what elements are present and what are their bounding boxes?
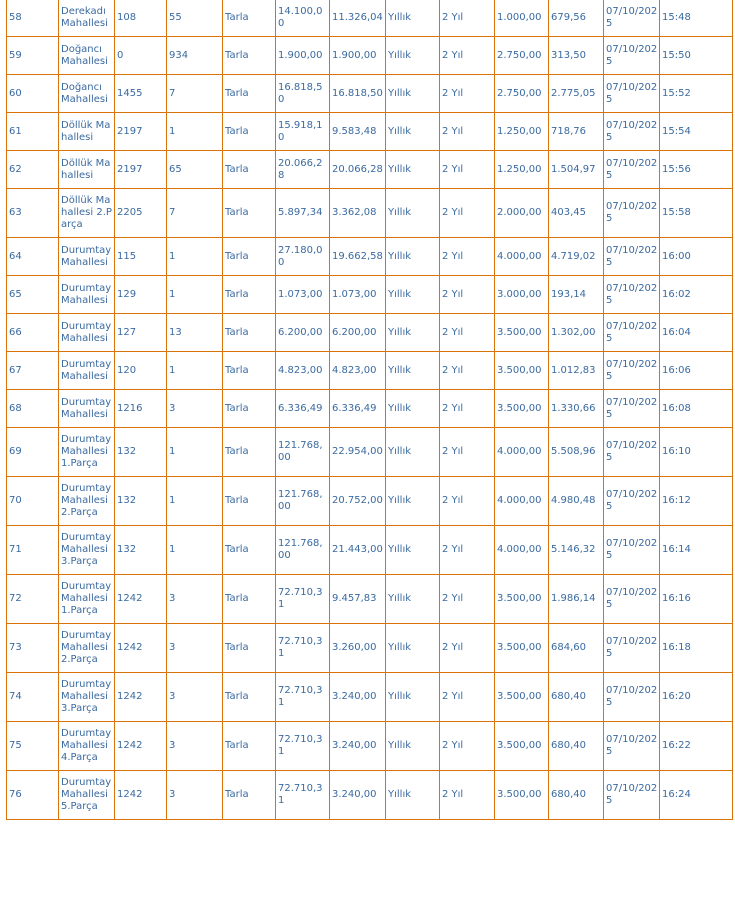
auction-date-cell: 07/10/2025 <box>604 352 660 390</box>
parcel-number-cell: 13 <box>167 314 223 352</box>
lease-duration-cell: 2 Yıl <box>440 37 495 75</box>
lease-duration-cell: 2 Yıl <box>440 477 495 526</box>
row-number-cell: 70 <box>7 477 59 526</box>
leased-area-cell: 21.443,00 <box>330 526 386 575</box>
auction-date-cell: 07/10/2025 <box>604 113 660 151</box>
leased-area-cell: 22.954,00 <box>330 428 386 477</box>
row-number-cell: 71 <box>7 526 59 575</box>
row-number-cell: 65 <box>7 276 59 314</box>
total-area-cell: 27.180,00 <box>276 238 330 276</box>
unit-price-cell: 4.000,00 <box>495 238 549 276</box>
land-type-cell: Tarla <box>223 75 276 113</box>
auction-date-cell: 07/10/2025 <box>604 722 660 771</box>
parcel-number-cell: 3 <box>167 575 223 624</box>
block-number-cell: 2205 <box>115 189 167 238</box>
land-lease-table-container <box>6 0 733 820</box>
price-cell: 2.775,05 <box>549 75 604 113</box>
lease-duration-cell: 2 Yıl <box>440 673 495 722</box>
lease-duration-cell: 2 Yıl <box>440 771 495 820</box>
leased-area-cell: 3.240,00 <box>330 673 386 722</box>
row-number-cell: 68 <box>7 390 59 428</box>
leased-area-cell: 9.457,83 <box>330 575 386 624</box>
block-number-cell: 132 <box>115 428 167 477</box>
price-cell: 193,14 <box>549 276 604 314</box>
row-number-cell: 61 <box>7 113 59 151</box>
total-area-cell: 72.710,31 <box>276 722 330 771</box>
price-cell: 680,40 <box>549 722 604 771</box>
price-cell: 403,45 <box>549 189 604 238</box>
payment-period-cell: Yıllık <box>386 238 440 276</box>
neighborhood-cell: Derekadı Mahallesi <box>59 0 115 37</box>
parcel-number-cell: 1 <box>167 113 223 151</box>
land-type-cell: Tarla <box>223 113 276 151</box>
auction-time-cell: 15:52 <box>660 75 733 113</box>
price-cell: 679,56 <box>549 0 604 37</box>
unit-price-cell: 1.250,00 <box>495 151 549 189</box>
neighborhood-cell: Döllük Mahallesi <box>59 151 115 189</box>
neighborhood-cell: Durumtay Mahallesi 3.Parça <box>59 526 115 575</box>
unit-price-cell: 2.000,00 <box>495 189 549 238</box>
leased-area-cell: 11.326,04 <box>330 0 386 37</box>
lease-duration-cell: 2 Yıl <box>440 238 495 276</box>
auction-date-cell: 07/10/2025 <box>604 477 660 526</box>
table-row <box>7 0 733 37</box>
unit-price-cell: 4.000,00 <box>495 477 549 526</box>
parcel-number-cell: 1 <box>167 238 223 276</box>
total-area-cell: 121.768,00 <box>276 477 330 526</box>
table-row <box>7 113 733 151</box>
leased-area-cell: 9.583,48 <box>330 113 386 151</box>
table-row <box>7 37 733 75</box>
auction-time-cell: 16:04 <box>660 314 733 352</box>
auction-date-cell: 07/10/2025 <box>604 238 660 276</box>
total-area-cell: 1.900,00 <box>276 37 330 75</box>
auction-time-cell: 16:16 <box>660 575 733 624</box>
neighborhood-cell: Durumtay Mahallesi <box>59 352 115 390</box>
parcel-number-cell: 1 <box>167 428 223 477</box>
lease-duration-cell: 2 Yıl <box>440 428 495 477</box>
table-row <box>7 238 733 276</box>
row-number-cell: 67 <box>7 352 59 390</box>
price-cell: 5.508,96 <box>549 428 604 477</box>
payment-period-cell: Yıllık <box>386 189 440 238</box>
lease-duration-cell: 2 Yıl <box>440 113 495 151</box>
unit-price-cell: 3.500,00 <box>495 722 549 771</box>
auction-date-cell: 07/10/2025 <box>604 624 660 673</box>
parcel-number-cell: 1 <box>167 526 223 575</box>
unit-price-cell: 3.500,00 <box>495 673 549 722</box>
lease-duration-cell: 2 Yıl <box>440 526 495 575</box>
parcel-number-cell: 3 <box>167 673 223 722</box>
lease-duration-cell: 2 Yıl <box>440 722 495 771</box>
price-cell: 4.719,02 <box>549 238 604 276</box>
auction-time-cell: 16:22 <box>660 722 733 771</box>
price-cell: 1.012,83 <box>549 352 604 390</box>
parcel-number-cell: 1 <box>167 352 223 390</box>
total-area-cell: 72.710,31 <box>276 575 330 624</box>
table-row <box>7 390 733 428</box>
table-row <box>7 673 733 722</box>
payment-period-cell: Yıllık <box>386 526 440 575</box>
block-number-cell: 120 <box>115 352 167 390</box>
total-area-cell: 5.897,34 <box>276 189 330 238</box>
auction-time-cell: 16:10 <box>660 428 733 477</box>
lease-duration-cell: 2 Yıl <box>440 75 495 113</box>
parcel-number-cell: 7 <box>167 75 223 113</box>
total-area-cell: 1.073,00 <box>276 276 330 314</box>
leased-area-cell: 3.362,08 <box>330 189 386 238</box>
auction-time-cell: 15:56 <box>660 151 733 189</box>
price-cell: 5.146,32 <box>549 526 604 575</box>
price-cell: 1.504,97 <box>549 151 604 189</box>
auction-date-cell: 07/10/2025 <box>604 428 660 477</box>
row-number-cell: 76 <box>7 771 59 820</box>
auction-date-cell: 07/10/2025 <box>604 75 660 113</box>
payment-period-cell: Yıllık <box>386 477 440 526</box>
payment-period-cell: Yıllık <box>386 113 440 151</box>
table-row <box>7 151 733 189</box>
total-area-cell: 16.818,50 <box>276 75 330 113</box>
auction-time-cell: 15:48 <box>660 0 733 37</box>
payment-period-cell: Yıllık <box>386 673 440 722</box>
block-number-cell: 0 <box>115 37 167 75</box>
payment-period-cell: Yıllık <box>386 0 440 37</box>
lease-duration-cell: 2 Yıl <box>440 624 495 673</box>
unit-price-cell: 3.500,00 <box>495 771 549 820</box>
leased-area-cell: 3.240,00 <box>330 722 386 771</box>
block-number-cell: 1242 <box>115 771 167 820</box>
total-area-cell: 6.200,00 <box>276 314 330 352</box>
row-number-cell: 66 <box>7 314 59 352</box>
total-area-cell: 121.768,00 <box>276 526 330 575</box>
total-area-cell: 20.066,28 <box>276 151 330 189</box>
leased-area-cell: 6.336,49 <box>330 390 386 428</box>
table-row <box>7 477 733 526</box>
land-type-cell: Tarla <box>223 189 276 238</box>
total-area-cell: 72.710,31 <box>276 673 330 722</box>
block-number-cell: 108 <box>115 0 167 37</box>
land-type-cell: Tarla <box>223 575 276 624</box>
unit-price-cell: 3.500,00 <box>495 390 549 428</box>
table-row <box>7 75 733 113</box>
row-number-cell: 58 <box>7 0 59 37</box>
land-type-cell: Tarla <box>223 276 276 314</box>
unit-price-cell: 3.500,00 <box>495 575 549 624</box>
row-number-cell: 72 <box>7 575 59 624</box>
block-number-cell: 2197 <box>115 113 167 151</box>
land-lease-table <box>6 0 733 820</box>
unit-price-cell: 4.000,00 <box>495 428 549 477</box>
table-row <box>7 575 733 624</box>
parcel-number-cell: 1 <box>167 477 223 526</box>
unit-price-cell: 3.500,00 <box>495 352 549 390</box>
auction-time-cell: 16:00 <box>660 238 733 276</box>
auction-date-cell: 07/10/2025 <box>604 189 660 238</box>
unit-price-cell: 4.000,00 <box>495 526 549 575</box>
neighborhood-cell: Döllük Mahallesi 2.Parça <box>59 189 115 238</box>
auction-time-cell: 16:06 <box>660 352 733 390</box>
leased-area-cell: 16.818,50 <box>330 75 386 113</box>
lease-duration-cell: 2 Yıl <box>440 276 495 314</box>
neighborhood-cell: Durumtay Mahallesi <box>59 276 115 314</box>
block-number-cell: 115 <box>115 238 167 276</box>
payment-period-cell: Yıllık <box>386 352 440 390</box>
land-type-cell: Tarla <box>223 314 276 352</box>
block-number-cell: 2197 <box>115 151 167 189</box>
price-cell: 680,40 <box>549 771 604 820</box>
table-row <box>7 189 733 238</box>
price-cell: 1.330,66 <box>549 390 604 428</box>
parcel-number-cell: 934 <box>167 37 223 75</box>
payment-period-cell: Yıllık <box>386 314 440 352</box>
price-cell: 1.986,14 <box>549 575 604 624</box>
auction-time-cell: 15:50 <box>660 37 733 75</box>
neighborhood-cell: Doğancı Mahallesi <box>59 37 115 75</box>
land-type-cell: Tarla <box>223 352 276 390</box>
block-number-cell: 129 <box>115 276 167 314</box>
lease-duration-cell: 2 Yıl <box>440 352 495 390</box>
neighborhood-cell: Durumtay Mahallesi <box>59 238 115 276</box>
leased-area-cell: 4.823,00 <box>330 352 386 390</box>
payment-period-cell: Yıllık <box>386 151 440 189</box>
lease-duration-cell: 2 Yıl <box>440 151 495 189</box>
neighborhood-cell: Durumtay Mahallesi 1.Parça <box>59 428 115 477</box>
lease-duration-cell: 2 Yıl <box>440 390 495 428</box>
row-number-cell: 64 <box>7 238 59 276</box>
neighborhood-cell: Durumtay Mahallesi 2.Parça <box>59 477 115 526</box>
table-row <box>7 771 733 820</box>
price-cell: 718,76 <box>549 113 604 151</box>
table-row <box>7 526 733 575</box>
parcel-number-cell: 7 <box>167 189 223 238</box>
row-number-cell: 59 <box>7 37 59 75</box>
row-number-cell: 60 <box>7 75 59 113</box>
auction-time-cell: 16:14 <box>660 526 733 575</box>
table-row <box>7 352 733 390</box>
block-number-cell: 127 <box>115 314 167 352</box>
land-type-cell: Tarla <box>223 238 276 276</box>
auction-date-cell: 07/10/2025 <box>604 151 660 189</box>
block-number-cell: 1242 <box>115 624 167 673</box>
row-number-cell: 62 <box>7 151 59 189</box>
block-number-cell: 1216 <box>115 390 167 428</box>
lease-duration-cell: 2 Yıl <box>440 0 495 37</box>
row-number-cell: 69 <box>7 428 59 477</box>
neighborhood-cell: Durumtay Mahallesi 1.Parça <box>59 575 115 624</box>
auction-date-cell: 07/10/2025 <box>604 276 660 314</box>
neighborhood-cell: Durumtay Mahallesi <box>59 314 115 352</box>
auction-time-cell: 16:02 <box>660 276 733 314</box>
land-type-cell: Tarla <box>223 477 276 526</box>
auction-date-cell: 07/10/2025 <box>604 37 660 75</box>
parcel-number-cell: 3 <box>167 771 223 820</box>
payment-period-cell: Yıllık <box>386 575 440 624</box>
land-type-cell: Tarla <box>223 624 276 673</box>
neighborhood-cell: Durumtay Mahallesi 4.Parça <box>59 722 115 771</box>
payment-period-cell: Yıllık <box>386 75 440 113</box>
table-row <box>7 428 733 477</box>
leased-area-cell: 3.260,00 <box>330 624 386 673</box>
leased-area-cell: 3.240,00 <box>330 771 386 820</box>
block-number-cell: 1242 <box>115 722 167 771</box>
auction-time-cell: 16:12 <box>660 477 733 526</box>
price-cell: 684,60 <box>549 624 604 673</box>
auction-date-cell: 07/10/2025 <box>604 771 660 820</box>
leased-area-cell: 20.066,28 <box>330 151 386 189</box>
total-area-cell: 4.823,00 <box>276 352 330 390</box>
parcel-number-cell: 55 <box>167 0 223 37</box>
total-area-cell: 121.768,00 <box>276 428 330 477</box>
leased-area-cell: 1.900,00 <box>330 37 386 75</box>
row-number-cell: 74 <box>7 673 59 722</box>
leased-area-cell: 1.073,00 <box>330 276 386 314</box>
unit-price-cell: 1.000,00 <box>495 0 549 37</box>
row-number-cell: 73 <box>7 624 59 673</box>
auction-time-cell: 16:20 <box>660 673 733 722</box>
neighborhood-cell: Döllük Mahallesi <box>59 113 115 151</box>
auction-date-cell: 07/10/2025 <box>604 390 660 428</box>
table-row <box>7 314 733 352</box>
land-type-cell: Tarla <box>223 428 276 477</box>
unit-price-cell: 2.750,00 <box>495 75 549 113</box>
table-row <box>7 276 733 314</box>
leased-area-cell: 20.752,00 <box>330 477 386 526</box>
leased-area-cell: 19.662,58 <box>330 238 386 276</box>
parcel-number-cell: 3 <box>167 624 223 673</box>
neighborhood-cell: Durumtay Mahallesi 5.Parça <box>59 771 115 820</box>
leased-area-cell: 6.200,00 <box>330 314 386 352</box>
land-type-cell: Tarla <box>223 771 276 820</box>
unit-price-cell: 1.250,00 <box>495 113 549 151</box>
land-type-cell: Tarla <box>223 151 276 189</box>
price-cell: 4.980,48 <box>549 477 604 526</box>
neighborhood-cell: Durumtay Mahallesi 3.Parça <box>59 673 115 722</box>
block-number-cell: 1242 <box>115 575 167 624</box>
price-cell: 680,40 <box>549 673 604 722</box>
land-type-cell: Tarla <box>223 37 276 75</box>
total-area-cell: 15.918,10 <box>276 113 330 151</box>
payment-period-cell: Yıllık <box>386 771 440 820</box>
auction-date-cell: 07/10/2025 <box>604 0 660 37</box>
payment-period-cell: Yıllık <box>386 722 440 771</box>
unit-price-cell: 3.000,00 <box>495 276 549 314</box>
row-number-cell: 75 <box>7 722 59 771</box>
unit-price-cell: 3.500,00 <box>495 624 549 673</box>
row-number-cell: 63 <box>7 189 59 238</box>
lease-duration-cell: 2 Yıl <box>440 314 495 352</box>
auction-time-cell: 16:08 <box>660 390 733 428</box>
block-number-cell: 132 <box>115 477 167 526</box>
auction-time-cell: 15:58 <box>660 189 733 238</box>
table-row <box>7 624 733 673</box>
total-area-cell: 72.710,31 <box>276 771 330 820</box>
parcel-number-cell: 1 <box>167 276 223 314</box>
total-area-cell: 72.710,31 <box>276 624 330 673</box>
lease-duration-cell: 2 Yıl <box>440 189 495 238</box>
total-area-cell: 6.336,49 <box>276 390 330 428</box>
neighborhood-cell: Durumtay Mahallesi <box>59 390 115 428</box>
lease-duration-cell: 2 Yıl <box>440 575 495 624</box>
payment-period-cell: Yıllık <box>386 390 440 428</box>
payment-period-cell: Yıllık <box>386 37 440 75</box>
price-cell: 1.302,00 <box>549 314 604 352</box>
unit-price-cell: 2.750,00 <box>495 37 549 75</box>
payment-period-cell: Yıllık <box>386 276 440 314</box>
auction-date-cell: 07/10/2025 <box>604 575 660 624</box>
auction-time-cell: 15:54 <box>660 113 733 151</box>
parcel-number-cell: 65 <box>167 151 223 189</box>
land-type-cell: Tarla <box>223 673 276 722</box>
land-type-cell: Tarla <box>223 0 276 37</box>
parcel-number-cell: 3 <box>167 390 223 428</box>
land-type-cell: Tarla <box>223 390 276 428</box>
table-row <box>7 722 733 771</box>
land-type-cell: Tarla <box>223 526 276 575</box>
auction-date-cell: 07/10/2025 <box>604 526 660 575</box>
unit-price-cell: 3.500,00 <box>495 314 549 352</box>
neighborhood-cell: Doğancı Mahallesi <box>59 75 115 113</box>
price-cell: 313,50 <box>549 37 604 75</box>
table-body <box>7 0 733 820</box>
land-type-cell: Tarla <box>223 722 276 771</box>
block-number-cell: 132 <box>115 526 167 575</box>
auction-date-cell: 07/10/2025 <box>604 673 660 722</box>
payment-period-cell: Yıllık <box>386 428 440 477</box>
total-area-cell: 14.100,00 <box>276 0 330 37</box>
block-number-cell: 1455 <box>115 75 167 113</box>
auction-time-cell: 16:24 <box>660 771 733 820</box>
payment-period-cell: Yıllık <box>386 624 440 673</box>
auction-date-cell: 07/10/2025 <box>604 314 660 352</box>
auction-time-cell: 16:18 <box>660 624 733 673</box>
block-number-cell: 1242 <box>115 673 167 722</box>
parcel-number-cell: 3 <box>167 722 223 771</box>
neighborhood-cell: Durumtay Mahallesi 2.Parça <box>59 624 115 673</box>
